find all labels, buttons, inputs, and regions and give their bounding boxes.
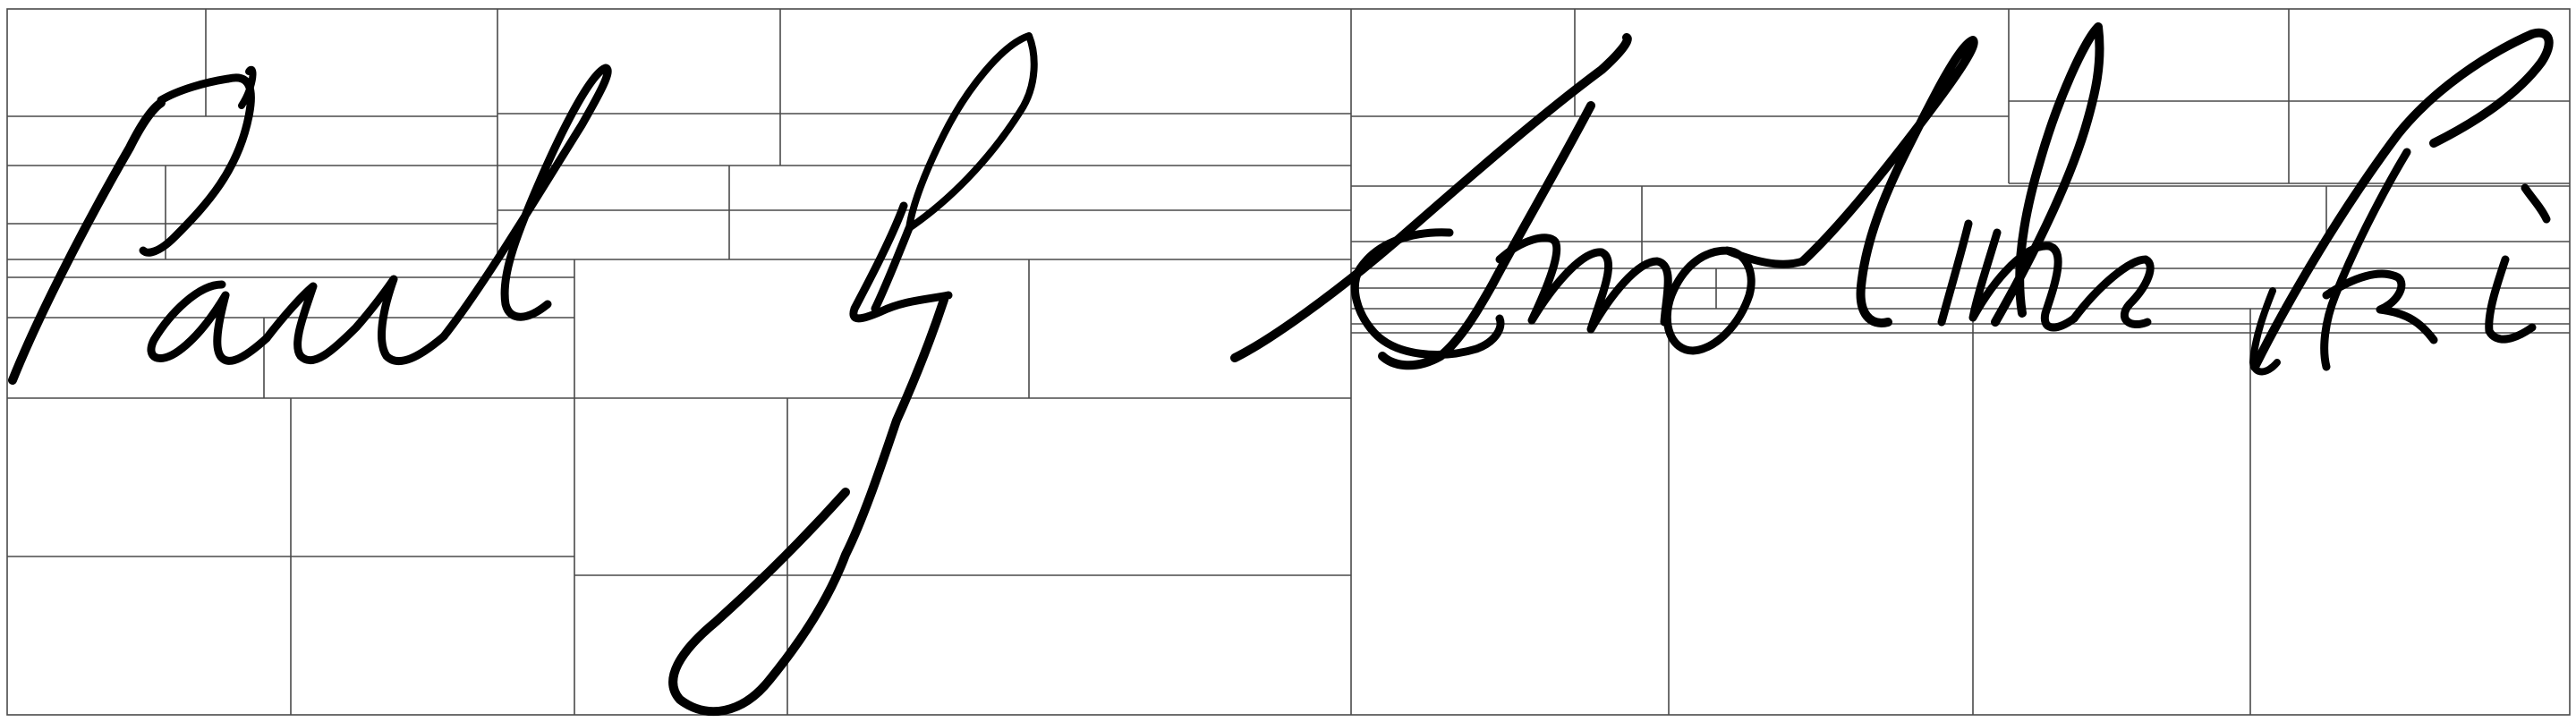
signature-word-smolinski (1235, 27, 2549, 372)
handwritten-signature (13, 27, 2549, 711)
signature-letter-g (673, 36, 1034, 711)
